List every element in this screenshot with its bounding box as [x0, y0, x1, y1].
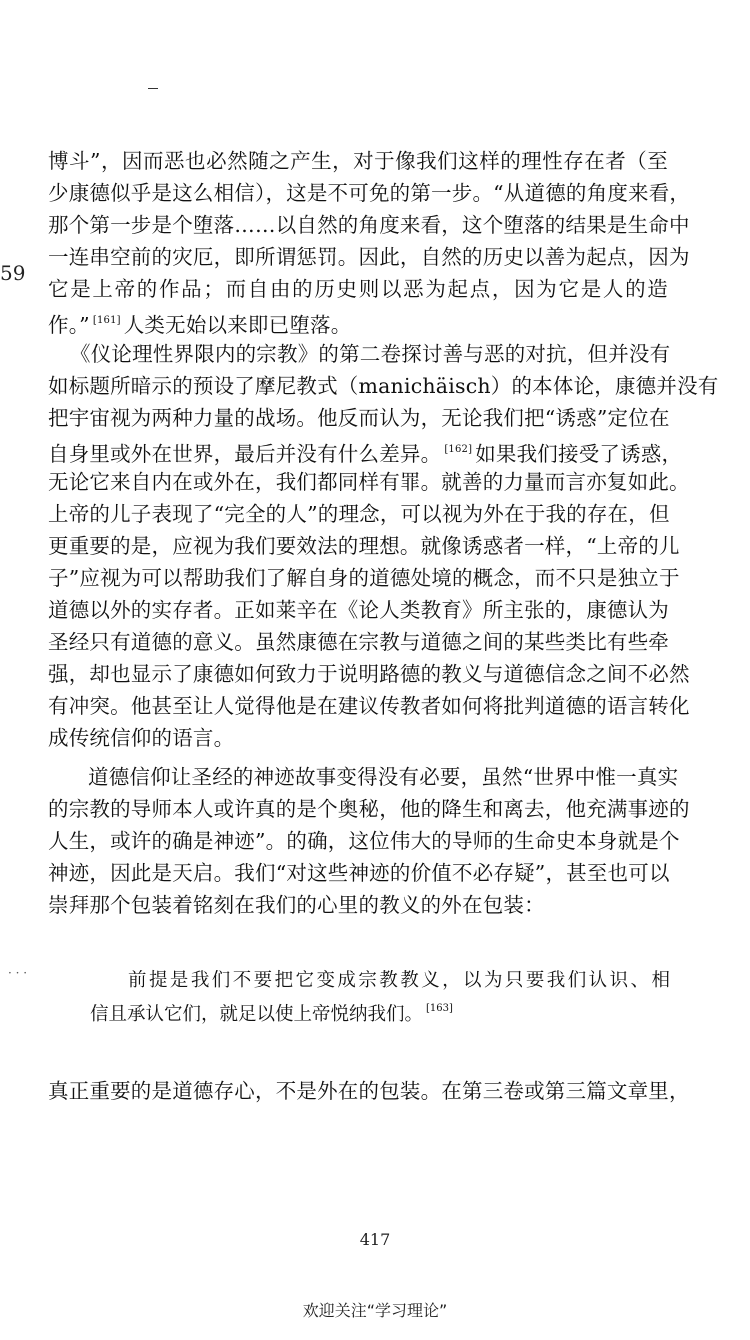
text-line: 把宇宙视为两种力量的战场。他反而认为，无论我们把“诱惑”定位在 [48, 406, 670, 430]
footnote-ref[interactable]: [163] [426, 1003, 453, 1014]
block-quote-line: 信且承认它们，就足以使上帝悦纳我们。 [163] [90, 1003, 453, 1025]
footnote-ref[interactable]: [161] [92, 315, 121, 326]
text-line: 如标题所暗示的预设了摩尼教式（manichäisch）的本体论，康德并没有 [48, 374, 719, 398]
text-line: 上帝的儿子表现了“完全的人”的理念，可以视为外在于我的存在，但 [48, 502, 670, 526]
margin-page-number: 59 [0, 261, 26, 285]
text-line: 一连串空前的灾厄，即所谓惩罚。因此，自然的历史以善为起点，因为 [48, 245, 690, 269]
footer-note: 欢迎关注“学习理论” [302, 1301, 448, 1320]
footnote-ref[interactable]: [162] [444, 444, 473, 455]
text-line: 《仪论理性界限内的宗教》的第二卷探讨善与恶的对抗，但并没有 [70, 342, 671, 366]
text-line: 道德信仰让圣经的神迹故事变得没有必要，虽然“世界中惟一真实 [88, 765, 679, 789]
scan-mark [148, 88, 158, 89]
text-line: 它是上帝的作品；而自由的历史则以恶为起点，因为它是人的造 [48, 277, 668, 301]
block-quote-line: 前提是我们不要把它变成宗教教义，以为只要我们认识、相 [128, 970, 670, 991]
text-line: 有冲突。他甚至让人觉得他是在建议传教者如何将批判道德的语言转化 [48, 694, 690, 718]
text-line: 子”应视为可以帮助我们了解自身的道德处境的概念，而不只是独立于 [48, 566, 680, 590]
text-line: 成传统信仰的语言。 [48, 726, 235, 750]
text-line: 那个第一步是个堕落……以自然的角度来看，这个堕落的结果是生命中 [48, 213, 690, 237]
page-number: 417 [359, 1230, 391, 1249]
scan-mark-dash: · · · [8, 966, 28, 980]
text-line: 道德以外的实存者。正如莱辛在《论人类教育》所主张的，康德认为 [48, 598, 669, 622]
text-line: 作。” [161] 人类无始以来即已堕落。 [48, 313, 352, 337]
text-line: 自身里或外在世界，最后并没有什么差异。 [162] 如果我们接受了诱惑， [48, 442, 683, 466]
text-line: 真正重要的是道德存心，不是外在的包装。在第三卷或第三篇文章里， [48, 1079, 690, 1103]
text-line: 少康德似乎是这么相信），这是不可免的第一步。“从道德的角度来看， [48, 181, 691, 205]
text-line: 更重要的是，应视为我们要效法的理想。就像诱惑者一样，“上帝的儿 [48, 534, 680, 558]
text-line: 人生，或许的确是神迹”。的确，这位伟大的导师的生命史本身就是个 [48, 829, 680, 853]
text-line: 的宗教的导师本人或许真的是个奥秘，他的降生和离去，他充满事迹的 [48, 797, 690, 821]
text-line: 崇拜那个包装着铭刻在我们的心里的教义的外在包装： [48, 893, 545, 917]
text-line: 博斗”，因而恶也必然随之产生，对于像我们这样的理性存在者（至 [48, 149, 668, 173]
text-line: 强，却也显示了康德如何致力于说明路德的教义与道德信念之间不必然 [48, 662, 690, 686]
text-line: 神迹，因此是天启。我们“对这些神迹的价值不必存疑”，甚至也可以 [48, 861, 670, 885]
text-line: 无论它来自内在或外在，我们都同样有罪。就善的力量而言亦复如此。 [48, 470, 690, 494]
text-line: 圣经只有道德的意义。虽然康德在宗教与道德之间的某些类比有些牵 [48, 630, 669, 654]
